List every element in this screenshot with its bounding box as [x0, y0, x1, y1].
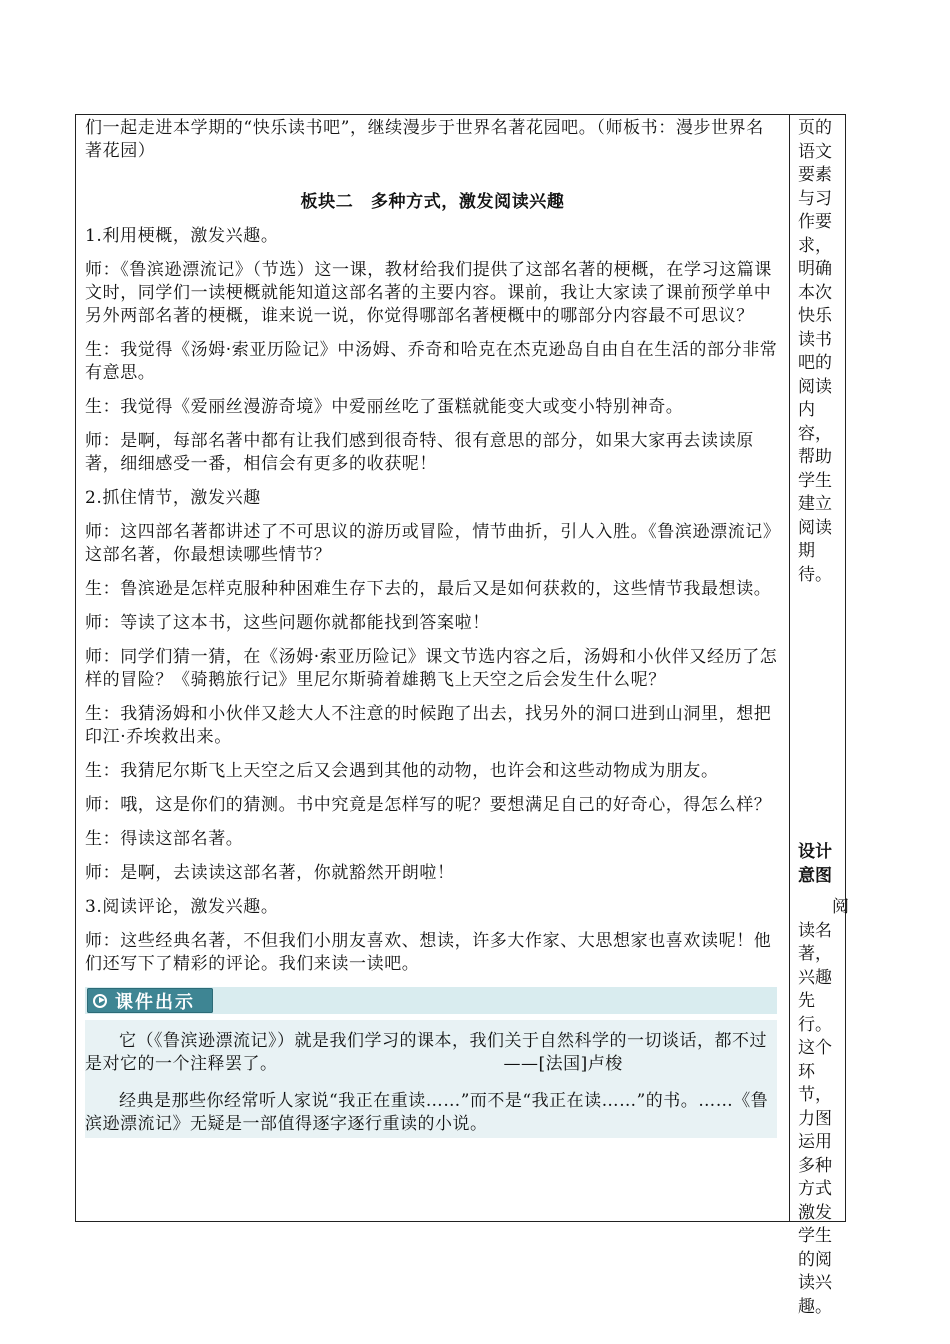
paragraph: 师：等读了这本书，这些问题你就都能找到答案啦！ [85, 613, 490, 633]
section-title: 板块二 多种方式，激发阅读兴趣 [300, 192, 565, 212]
paragraph: 生：我猜汤姆和小伙伴又趁大人不注意的时候跑了出去，找另外的洞口进到山洞里，想把印江·乔埃救出来。 [85, 704, 772, 747]
courseware-badge [87, 988, 213, 1013]
paragraph: 师：哦，这是你们的猜测。书中究竟是怎样写的呢？要想满足自己的好奇心，得怎么样？ [85, 795, 772, 815]
courseware-banner [85, 987, 777, 1014]
paragraph: 师：《鲁滨逊漂流记》（节选）这一课，教材给我们提供了这部名著的梗概，在学习这篇课文时，同学们一读梗概就能知道这部名著的主要内容。课前，我让大家读了课前预学单中另外两部名著的梗概，谁来说一说，你觉得哪部名著梗概中的哪部分内容最不可思议？ [85, 260, 772, 326]
paragraph: 生：我觉得《汤姆·索亚历险记》中汤姆、乔奇和哈克在杰克逊岛自由自在生活的部分非常有意思。 [85, 340, 778, 383]
quote-box [85, 1020, 777, 1138]
intro-text: 们一起走进本学期的“快乐读书吧”，继续漫步于世界名著花园吧。（师板书：漫步世界名著花园） [85, 118, 764, 161]
design-intent-title: 设计意图 [798, 842, 832, 886]
paragraph: 师：同学们猜一猜，在《汤姆·索亚历险记》课文节选内容之后，汤姆和小伙伴又经历了怎样的冒险？《骑鹅旅行记》里尼尔斯骑着雄鹅飞上天空之后会发生什么呢？ [85, 647, 778, 690]
paragraph: 生：鲁滨逊是怎样克服种种困难生存下去的，最后又是如何获救的，这些情节我最想读。 [85, 579, 772, 599]
side-note: 阅读名著，兴趣先行。这个环节，力图运用多种方式激发学生的阅读兴趣。 [798, 897, 849, 1317]
quote-body: 它（《鲁滨逊漂流记》）就是我们学习的课本，我们关于自然科学的一切谈话，都不过是对它的一个注释罢了。 [85, 1031, 767, 1074]
paragraph: 师：这四部名著都讲述了不可思议的游历或冒险，情节曲折，引人入胜。《鲁滨逊漂流记》这部名著，你最想读哪些情节？ [85, 522, 772, 565]
paragraph: 3.阅读评论，激发兴趣。 [85, 897, 279, 917]
paragraph: 师：是啊，每部名著中都有让我们感到很奇特、很有意思的部分，如果大家再去读读原著，细细感受一番，相信会有更多的收获呢！ [85, 431, 754, 474]
paragraph: 2.抓住情节，激发兴趣 [85, 488, 261, 508]
paragraph: 师：这些经典名著，不但我们小朋友喜欢、想读，许多大作家、大思想家也喜欢读呢！他们还写下了精彩的评论。我们来读一读吧。 [85, 931, 772, 974]
paragraph: 生：我觉得《爱丽丝漫游奇境》中爱丽丝吃了蛋糕就能变大或变小特别神奇。 [85, 397, 684, 417]
paragraph: 生：我猜尼尔斯飞上天空之后又会遇到其他的动物，也许会和这些动物成为朋友。 [85, 761, 719, 781]
lesson-plan-table [75, 114, 849, 1317]
side-note: 页的语文要素与习作要求，明确本次快乐读书吧的阅读内容，帮助学生建立阅读期待。 [798, 118, 832, 585]
teaching-process-column [85, 117, 780, 1138]
paragraph: 师：是啊，去读读这部名著，你就豁然开朗啦！ [85, 863, 455, 883]
quote-calvino: 经典是那些你经常听人家说“我正在重读……”而不是“我正在读……”的书。……《鲁滨逊漂流记》无疑是一部值得逐字逐行重读的小说。 [85, 1091, 769, 1134]
design-intent-column [798, 117, 849, 1319]
courseware-label: 课件出示 [115, 991, 195, 1013]
quote-attribution: ——[法国]卢梭 [503, 1054, 623, 1074]
quote-text [85, 1030, 777, 1076]
column-divider [789, 115, 790, 1221]
quote-rousseau [85, 1030, 777, 1076]
play-icon [93, 994, 107, 1008]
paragraph: 生：得读这部名著。 [85, 829, 244, 849]
paragraph: 1.利用梗概，激发兴趣。 [85, 226, 279, 246]
